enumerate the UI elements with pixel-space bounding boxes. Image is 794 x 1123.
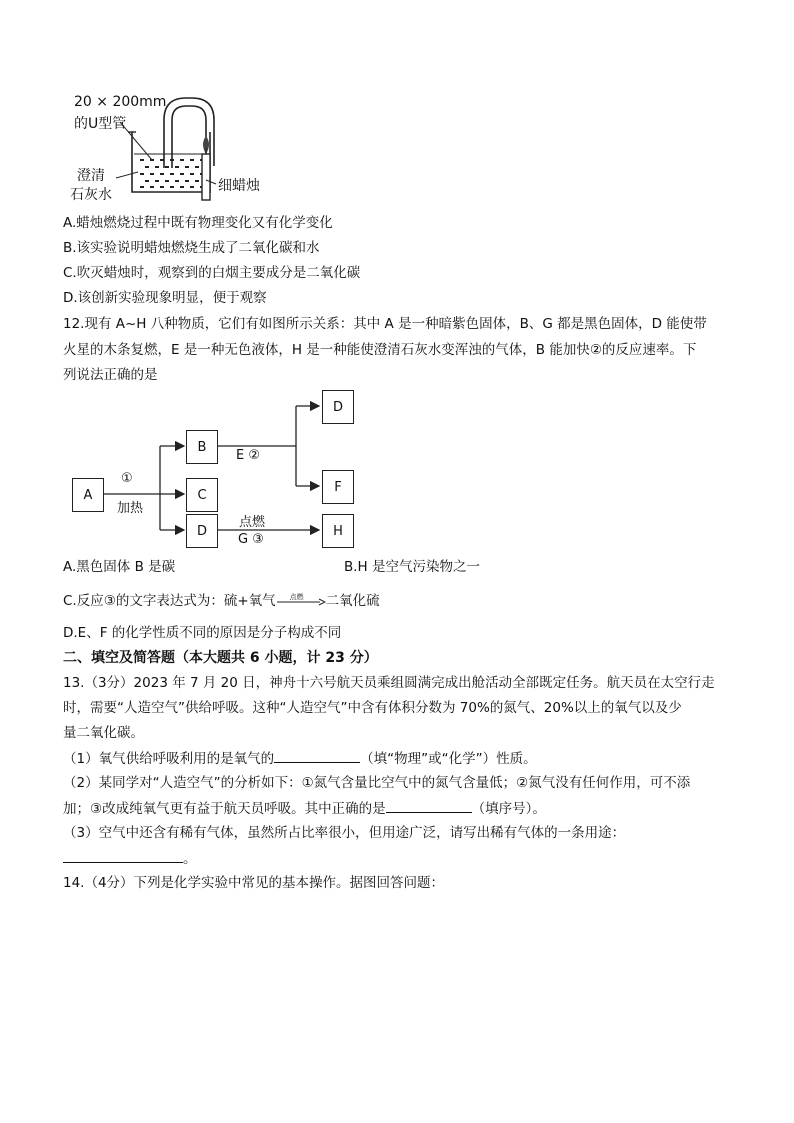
- q13-part-2-blank[interactable]: [386, 798, 472, 813]
- q13-stem-line-1: 13.（3分）2023 年 7 月 20 日，神舟十六号航天员乘组圆满完成出舱活动全部既定任务。航天员在太空行走: [63, 675, 715, 691]
- node-d-upper: D: [322, 390, 354, 424]
- q11-option-a: A.蜡烛燃烧过程中既有物理变化又有化学变化: [63, 215, 333, 231]
- q12-option-c-suffix: 二氧化硫: [325, 593, 380, 609]
- q13-part-2-line-1: （2）某同学对“人造空气”的分析如下：①氮气含量比空气中的氮气含量低；②氮气没有任何作用，可不添: [63, 775, 691, 791]
- candle-label: 细蜡烛: [218, 178, 260, 194]
- node-h: H: [322, 514, 354, 548]
- arrow-right-icon: [276, 598, 326, 606]
- reaction-condition: 点燃: [289, 593, 304, 601]
- q12-option-c: [63, 591, 380, 611]
- q13-part-2-line-2: [63, 798, 546, 819]
- arrow1-label-top: ①: [121, 471, 133, 486]
- q12-stem-line-3: 列说法正确的是: [63, 367, 158, 383]
- tube-size-label: 20 × 200mm: [74, 94, 167, 110]
- q11-option-c: C.吹灭蜡烛时，观察到的白烟主要成分是二氧化碳: [63, 265, 361, 281]
- q12-option-c-prefix: C.反应③的文字表达式为：硫+氧气: [63, 593, 276, 609]
- reaction-arrow: [276, 591, 326, 611]
- arrow3-label-bottom: G ③: [238, 532, 264, 547]
- q13-part-3-line-1: （3）空气中还含有稀有气体，虽然所占比率很小，但用途广泛，请写出稀有气体的一条用途：: [63, 825, 626, 841]
- node-a: A: [72, 478, 104, 512]
- node-f: F: [322, 470, 354, 504]
- q12-option-a: A.黑色固体 B 是碳: [63, 559, 176, 575]
- q14-stem: 14.（4分）下列是化学实验中常见的基本操作。据图回答问题：: [63, 875, 445, 891]
- q13-part-1-text-after: （填“物理”或“化学”）性质。: [360, 751, 537, 767]
- arrow1-label-bottom: 加热: [117, 501, 144, 516]
- tube-name-label: 的U型管: [74, 116, 127, 132]
- node-c: C: [186, 478, 218, 512]
- limewater-label-1: 澄清: [77, 168, 105, 184]
- q11-option-d: D.该创新实验现象明显，便于观察: [63, 290, 267, 306]
- node-b: B: [186, 430, 218, 464]
- limewater-label-2: 石灰水: [70, 187, 112, 203]
- q13-part-1: [63, 748, 537, 769]
- q13-part-3-line-2: [63, 848, 197, 869]
- q13-part-1-blank[interactable]: [274, 748, 360, 763]
- q12-stem-line-2: 火星的木条复燃，E 是一种无色液体，H 是一种能使澄清石灰水变浑浊的气体，B 能加快②的反应速率。下: [63, 342, 697, 358]
- q12-option-b: B.H 是空气污染物之一: [344, 559, 480, 575]
- q13-stem-line-3: 量二氧化碳。: [63, 725, 144, 741]
- arrow3-label-top: 点燃: [239, 515, 266, 530]
- q13-part-3-period: 。: [183, 851, 197, 867]
- q13-part-2-text: 加；③改成纯氧气更有益于航天员呼吸。其中正确的是: [63, 801, 386, 817]
- q12-option-d: D.E、F 的化学性质不同的原因是分子构成不同: [63, 625, 342, 641]
- q11-option-b: B.该实验说明蜡烛燃烧生成了二氧化碳和水: [63, 240, 320, 256]
- q13-part-3-blank[interactable]: [63, 848, 183, 863]
- arrow2-label: E ②: [236, 448, 261, 463]
- q13-stem-line-2: 时，需要“人造空气”供给呼吸。这种“人造空气”中含有体积分数为 70%的氮气、20%以上的氧气以及少: [63, 700, 682, 716]
- q13-part-2-text-after: （填序号）。: [471, 801, 546, 817]
- q13-part-1-text: （1）氧气供给呼吸利用的是氧气的: [63, 751, 275, 767]
- node-d-lower: D: [186, 514, 218, 548]
- q12-stem-line-1: 12.现有 A~H 八种物质，它们有如图所示关系：其中 A 是一种暗紫色固体，B、G 都是黑色固体，D 能使带: [63, 316, 707, 332]
- section-2-title: 二、填空及简答题（本大题共 6 小题，计 23 分）: [63, 650, 378, 666]
